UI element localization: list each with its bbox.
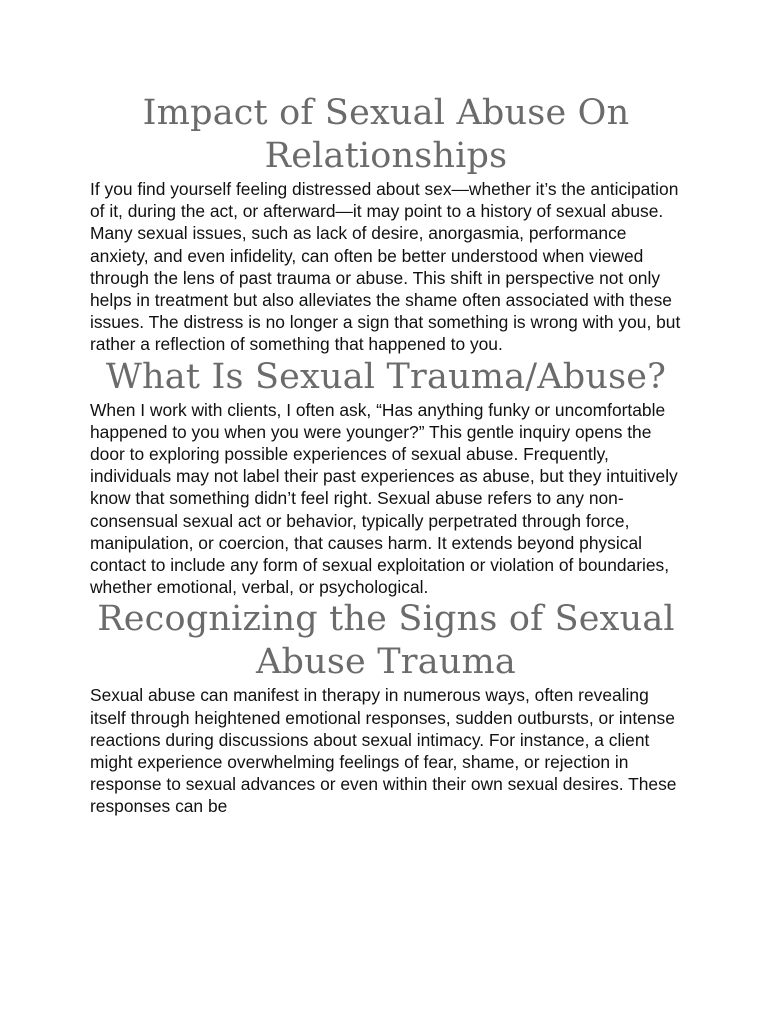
section-body-what-is: When I work with clients, I often ask, “Has anything funky or uncomfortable happened to you when you were younger?” This gentle inquiry opens the door to exploring possible experiences of sexual abuse. Frequently, individuals may not label their past experiences as abuse, but they intuitively know that something didn’t feel right. Sexual abuse refers to any non-consensual sexual act or behavior, typically perpetrated through force, manipulation, or coercion, that causes harm. It extends beyond physical contact to include any form of sexual exploitation or violation of boundaries, whether emotional, verbal, or psychological. [90, 399, 678, 598]
section-heading-what-is: What Is Sexual Trauma/Abuse? [105, 356, 667, 397]
section-heading-impact: Impact of Sexual Abuse On Relationships [142, 93, 630, 176]
section-body-recognizing: Sexual abuse can manifest in therapy in numerous ways, often revealing itself through heightened emotional responses, sudden outbursts, or intense reactions during discussions about sexual intimacy. For instance, a client might experience overwhelming feelings of fear, shame, or rejection in response to sexual advances or even within their own sexual desires. These responses can be [90, 685, 677, 817]
document-content [90, 92, 682, 818]
section-body-impact: If you find yourself feeling distressed about sex—whether it’s the anticipation of it, during the act, or afterward—it may point to a history of sexual abuse. Many sexual issues, such as lack of desire, anorgasmia, performance anxiety, and even infidelity, can often be better understood when viewed through the lens of past trauma or abuse. This shift in perspective not only helps in treatment but also alleviates the shame often associated with these issues. The distress is no longer a sign that something is wrong with you, but rather a reflection of something that happened to you. [90, 179, 681, 355]
section-heading-recognizing: Recognizing the Signs of Sexual Abuse Trauma [97, 599, 675, 683]
